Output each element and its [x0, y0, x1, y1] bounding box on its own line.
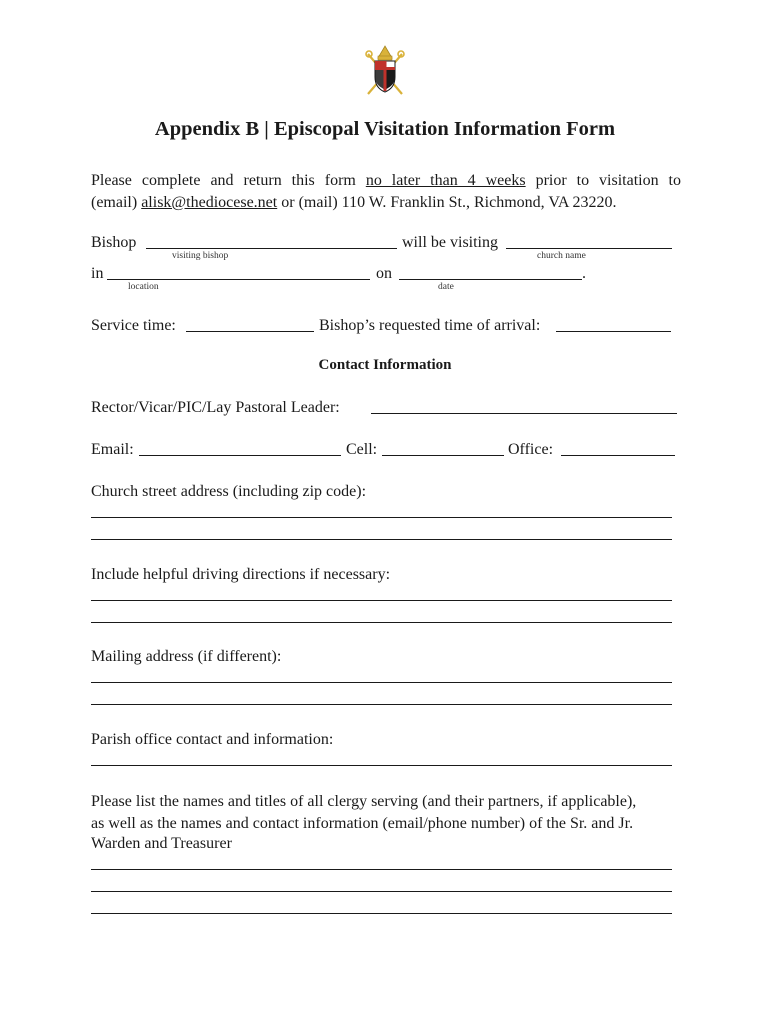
- intro-line-1: [91, 170, 681, 192]
- directions-field-2[interactable]: [91, 622, 672, 623]
- clergy-instructions-line-1: Please list the names and titles of all clergy serving (and their partners, if applicable),: [91, 793, 637, 810]
- intro-text: Please complete and return this form: [91, 172, 366, 189]
- visiting-bishop-caption: visiting bishop: [172, 251, 229, 261]
- parish-office-field[interactable]: [91, 765, 672, 766]
- church-name-caption: church name: [537, 251, 586, 261]
- clergy-instructions-line-3: Warden and Treasurer: [91, 835, 232, 852]
- directions-field-1[interactable]: [91, 600, 672, 601]
- intro-text: (email): [91, 194, 142, 211]
- church-address-label: Church street address (including zip code):: [91, 483, 367, 500]
- contact-heading: Contact Information: [318, 357, 452, 373]
- church-name-field[interactable]: [506, 248, 672, 249]
- will-visit-label: will be visiting: [402, 234, 498, 251]
- bishop-label: Bishop: [91, 234, 137, 251]
- clergy-field-1[interactable]: [91, 869, 672, 870]
- date-field[interactable]: [399, 279, 582, 280]
- intro-line-2: [91, 192, 681, 214]
- email-field[interactable]: [139, 455, 341, 456]
- email-label: Email:: [91, 441, 134, 458]
- visiting-bishop-field[interactable]: [146, 248, 397, 249]
- in-label: in: [91, 265, 104, 282]
- period: .: [582, 265, 586, 282]
- location-caption: location: [128, 282, 159, 292]
- location-field[interactable]: [107, 279, 370, 280]
- cell-field[interactable]: [382, 455, 504, 456]
- mailing-address-field-2[interactable]: [91, 704, 672, 705]
- clergy-field-2[interactable]: [91, 891, 672, 892]
- church-address-field-2[interactable]: [91, 539, 672, 540]
- clergy-instructions-line-2: as well as the names and contact information (email/phone number) of the Sr. and Jr.: [91, 815, 634, 832]
- service-time-field[interactable]: [186, 331, 314, 332]
- on-label: on: [376, 265, 392, 282]
- office-label: Office:: [508, 441, 554, 458]
- arrival-time-field[interactable]: [556, 331, 671, 332]
- mailing-address-label: Mailing address (if different):: [91, 648, 282, 665]
- service-time-label: Service time:: [91, 317, 176, 334]
- leader-field[interactable]: [371, 413, 677, 414]
- deadline-emphasis: no later than 4 weeks: [365, 172, 526, 189]
- email-link[interactable]: alisk@thediocese.net: [141, 194, 278, 211]
- parish-office-label: Parish office contact and information:: [91, 731, 334, 748]
- diocese-crest-icon: [364, 44, 406, 96]
- intro-text: or (mail) 110 W. Franklin St., Richmond, VA 23220.: [277, 194, 617, 211]
- church-address-field-1[interactable]: [91, 517, 672, 518]
- directions-label: Include helpful driving directions if necessary:: [91, 566, 391, 583]
- leader-label: Rector/Vicar/PIC/Lay Pastoral Leader:: [91, 399, 340, 416]
- date-caption: date: [438, 282, 454, 292]
- office-field[interactable]: [561, 455, 675, 456]
- arrival-time-label: Bishop’s requested time of arrival:: [319, 317, 541, 334]
- intro-text: prior to visitation to: [525, 172, 681, 189]
- cell-label: Cell:: [346, 441, 378, 458]
- page-title: Appendix B | Episcopal Visitation Information Form: [154, 118, 616, 140]
- clergy-field-3[interactable]: [91, 913, 672, 914]
- mailing-address-field-1[interactable]: [91, 682, 672, 683]
